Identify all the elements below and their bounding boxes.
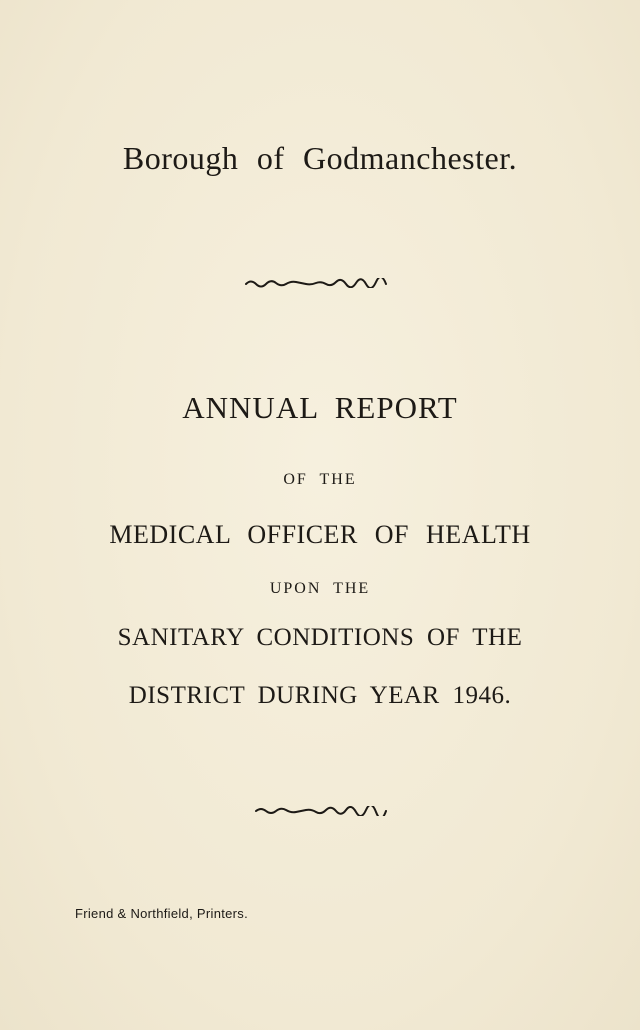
- report-topic-line-2: DISTRICT DURING YEAR 1946.: [128, 682, 512, 709]
- borough-heading: Borough of Godmanchester.: [122, 140, 518, 176]
- printer-credit: Friend & Northfield, Printers.: [75, 906, 249, 921]
- connector-of-the: OF THE: [283, 471, 357, 488]
- connector-upon-the: UPON THE: [269, 580, 371, 597]
- report-topic-line-1: SANITARY CONDITIONS OF THE: [117, 624, 523, 651]
- wavy-rule-ornament-top: [244, 278, 389, 288]
- report-title: ANNUAL REPORT: [182, 390, 458, 425]
- report-subject: MEDICAL OFFICER OF HEALTH: [109, 520, 531, 549]
- wavy-rule-ornament-bottom: [254, 806, 389, 816]
